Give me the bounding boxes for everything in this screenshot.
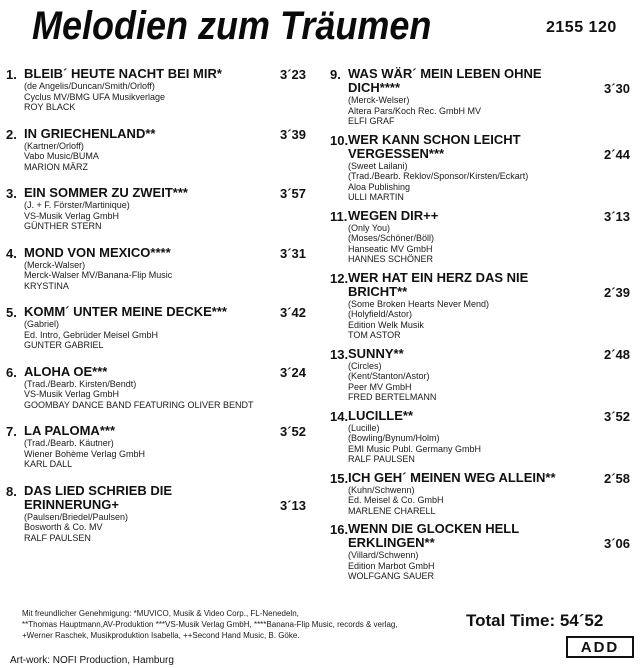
track-number: 10. (330, 132, 349, 148)
track-number: 7. (6, 424, 17, 439)
track-number: 9. (330, 67, 341, 82)
track-duration: 3´23 (279, 67, 306, 82)
track-item (6, 186, 306, 232)
track-credit: Aloa Publishing (348, 181, 411, 192)
track-title: SUNNY** (348, 345, 404, 361)
track-duration: 3´13 (279, 497, 306, 513)
track-credit: (Merck-Welser) (348, 95, 410, 105)
track-item (330, 271, 630, 341)
track-credit: Cyclus MV/BMG UFA Musikverlage (24, 91, 166, 102)
track-credit: Edition Welk Musik (348, 319, 424, 330)
track-title: IN GRIECHENLAND** (24, 125, 156, 141)
track-credit: (Circles) (348, 360, 382, 371)
track-number: 14. (330, 408, 349, 424)
track-number: 11. (330, 208, 348, 224)
track-duration: 2´39 (603, 284, 630, 300)
track-duration: 3´24 (279, 364, 306, 380)
track-number: 8. (6, 483, 17, 499)
track-duration: 3´13 (603, 208, 630, 224)
track-artist: KARL DALL (24, 459, 73, 469)
track-number: 3. (6, 186, 17, 201)
track-credit: (Kuhn/Schwenn) (348, 484, 415, 495)
track-duration: 3´52 (279, 424, 306, 439)
track-credit: (Lucille) (348, 422, 380, 433)
track-title: MOND VON MEXICO**** (24, 244, 171, 260)
track-credit: (J. + F. Förster/Martinique) (24, 200, 130, 210)
track-item (6, 127, 306, 173)
track-artist: HANNES SCHÖNER (348, 254, 434, 264)
track-artist: FRED BERTELMANN (348, 392, 437, 402)
track-credit: (Villard/Schwenn) (348, 550, 419, 560)
track-item (330, 409, 630, 465)
track-credit: VS-Musik Verlag GmbH (24, 389, 120, 399)
track-item (6, 67, 306, 113)
track-item (330, 471, 630, 517)
track-credit: Altera Pars/Koch Rec. GmbH MV (348, 105, 482, 116)
track-credit: (Gabriel) (24, 319, 60, 329)
track-credit: EMI Music Publ. Germany GmbH (348, 443, 482, 454)
track-credit: (Trad./Bearb. Kirsten/Bendt) (24, 378, 137, 389)
track-artist: GÜNTHER STERN (24, 221, 102, 231)
track-artist: KRYSTINA (24, 280, 69, 291)
track-credit: Wiener Bohème Verlag GmbH (24, 448, 146, 459)
artwork-credit: Art-work: NOFI Production, Hamburg (10, 655, 174, 666)
album-title: Melodien zum Träumen (32, 4, 432, 48)
track-item (6, 305, 306, 351)
track-artist: MARION MÄRZ (24, 161, 88, 172)
track-credit: VS-Musik Verlag GmbH (24, 210, 120, 221)
total-time: Total Time: 54´52 (466, 611, 604, 630)
track-number: 13. (330, 346, 349, 362)
track-title: KOMM´ UNTER MEINE DECKE*** (24, 304, 227, 319)
track-number: 15. (330, 470, 349, 486)
track-duration: 3´42 (279, 305, 306, 320)
footnote-line: **Thomas Hauptmann,AV-Produktion ***VS-Musik Verlag GmbH, ****Banana-Flip Music, records & verlag, (22, 620, 398, 629)
track-item (330, 209, 630, 265)
track-duration: 3´39 (279, 126, 306, 142)
track-title: LUCILLE** (348, 407, 413, 423)
track-title: DAS LIED SCHRIEB DIE ERINNERUNG+ (24, 482, 173, 512)
track-credit: (Bowling/Bynum/Holm) (348, 433, 440, 443)
track-title: WER HAT EIN HERZ DAS NIE BRICHT** (348, 269, 529, 299)
track-credit: Edition Marbot GmbH (348, 560, 435, 571)
track-artist: WOLFGANG SAUER (348, 571, 435, 581)
track-artist: RALF PAULSEN (348, 454, 415, 464)
track-title: EIN SOMMER ZU ZWEIT*** (24, 185, 188, 200)
track-duration: 2´44 (603, 146, 630, 162)
track-artist: GUNTER GABRIEL (24, 340, 104, 350)
track-title: WER KANN SCHON LEICHT VERGESSEN*** (348, 131, 521, 161)
track-credit: Vabo Music/BUMA (24, 151, 99, 161)
track-credit: (Some Broken Hearts Never Mend) (348, 298, 490, 309)
track-credit: Ed. Intro, Gebrüder Meisel GmbH (24, 329, 159, 340)
track-item (330, 347, 630, 403)
track-item (6, 484, 306, 544)
track-duration: 3´06 (603, 536, 630, 551)
track-credit: Hanseatic MV GmbH (348, 243, 433, 254)
tracklist-right (330, 67, 630, 582)
track-number: 16. (330, 522, 349, 537)
track-item (6, 424, 306, 470)
track-artist: TOM ASTOR (348, 330, 401, 340)
track-duration: 3´30 (603, 81, 630, 96)
track-duration: 3´52 (603, 408, 630, 424)
track-credit: Bosworth & Co. MV (24, 522, 103, 532)
track-credit: (Paulsen/Briedel/Paulsen) (24, 511, 129, 522)
track-number: 6. (6, 364, 17, 380)
footnote-line: +Werner Raschek, Musikproduktion Isabella, ++Second Hand Music, B. Göke. (22, 631, 300, 640)
track-credit: Ed. Meisel & Co. GmbH (348, 495, 444, 505)
track-duration: 3´57 (279, 186, 306, 201)
track-credit: (Holyfield/Astor) (348, 309, 413, 319)
track-duration: 2´48 (603, 346, 630, 362)
track-item (330, 133, 630, 203)
track-credit: (Sweet Lailani) (348, 160, 408, 171)
track-title: ALOHA OE*** (24, 363, 108, 379)
catalog-number: 2155 120 (546, 19, 617, 36)
track-credit: (Kent/Stanton/Astor) (348, 371, 430, 381)
track-credit: (Merck-Walser) (24, 259, 86, 270)
tracklist-left (6, 67, 306, 543)
track-artist: MARLENE CHARELL (348, 505, 436, 516)
track-title: BLEIB´ HEUTE NACHT BEI MIR* (24, 66, 222, 81)
track-number: 12. (330, 270, 349, 286)
track-title: ICH GEH´ MEINEN WEG ALLEIN** (348, 469, 556, 485)
footnote-line: Mit freundlicher Genehmigung: *MUVICO, Musik & Video Corp., FL-Nenedeln, (22, 609, 299, 618)
track-item (6, 246, 306, 292)
track-number: 1. (6, 67, 17, 82)
track-title: LA PALOMA*** (24, 423, 115, 438)
track-duration: 2´58 (603, 470, 630, 486)
credits-footnotes (22, 608, 462, 641)
track-item (330, 67, 630, 127)
track-duration: 3´31 (279, 245, 306, 261)
track-credit: (Moses/Schöner/Böll) (348, 233, 435, 243)
track-credit: (de Angelis/Duncan/Smith/Orloff) (24, 81, 155, 91)
track-credit: (Kartner/Orloff) (24, 140, 84, 151)
track-title: WENN DIE GLOCKEN HELL ERKLINGEN** (348, 521, 519, 550)
track-credit: Peer MV GmbH (348, 381, 412, 392)
track-credit: (Only You) (348, 222, 391, 233)
track-credit: (Trad./Bearb. Reklov/Sponsor/Kirsten/Eckart) (348, 171, 529, 181)
track-credit: Merck-Walser MV/Banana-Flip Music (24, 270, 173, 280)
track-artist: GOOMBAY DANCE BAND FEATURING OLIVER BENDT (24, 399, 254, 410)
add-badge: ADD (566, 636, 634, 658)
track-item (6, 365, 306, 411)
track-artist: RALF PAULSEN (24, 532, 91, 543)
track-artist: ELFI GRAF (348, 116, 395, 126)
track-title: WEGEN DIR++ (348, 207, 439, 223)
track-artist: ULLI MARTIN (348, 192, 404, 202)
track-item (330, 522, 630, 582)
track-number: 5. (6, 305, 17, 320)
track-artist: ROY BLACK (24, 102, 76, 112)
track-credit: (Trad./Bearb. Käutner) (24, 438, 114, 448)
track-title: WAS WÄR´ MEIN LEBEN OHNE DICH**** (348, 66, 542, 95)
track-number: 2. (6, 126, 17, 142)
track-number: 4. (6, 245, 17, 261)
